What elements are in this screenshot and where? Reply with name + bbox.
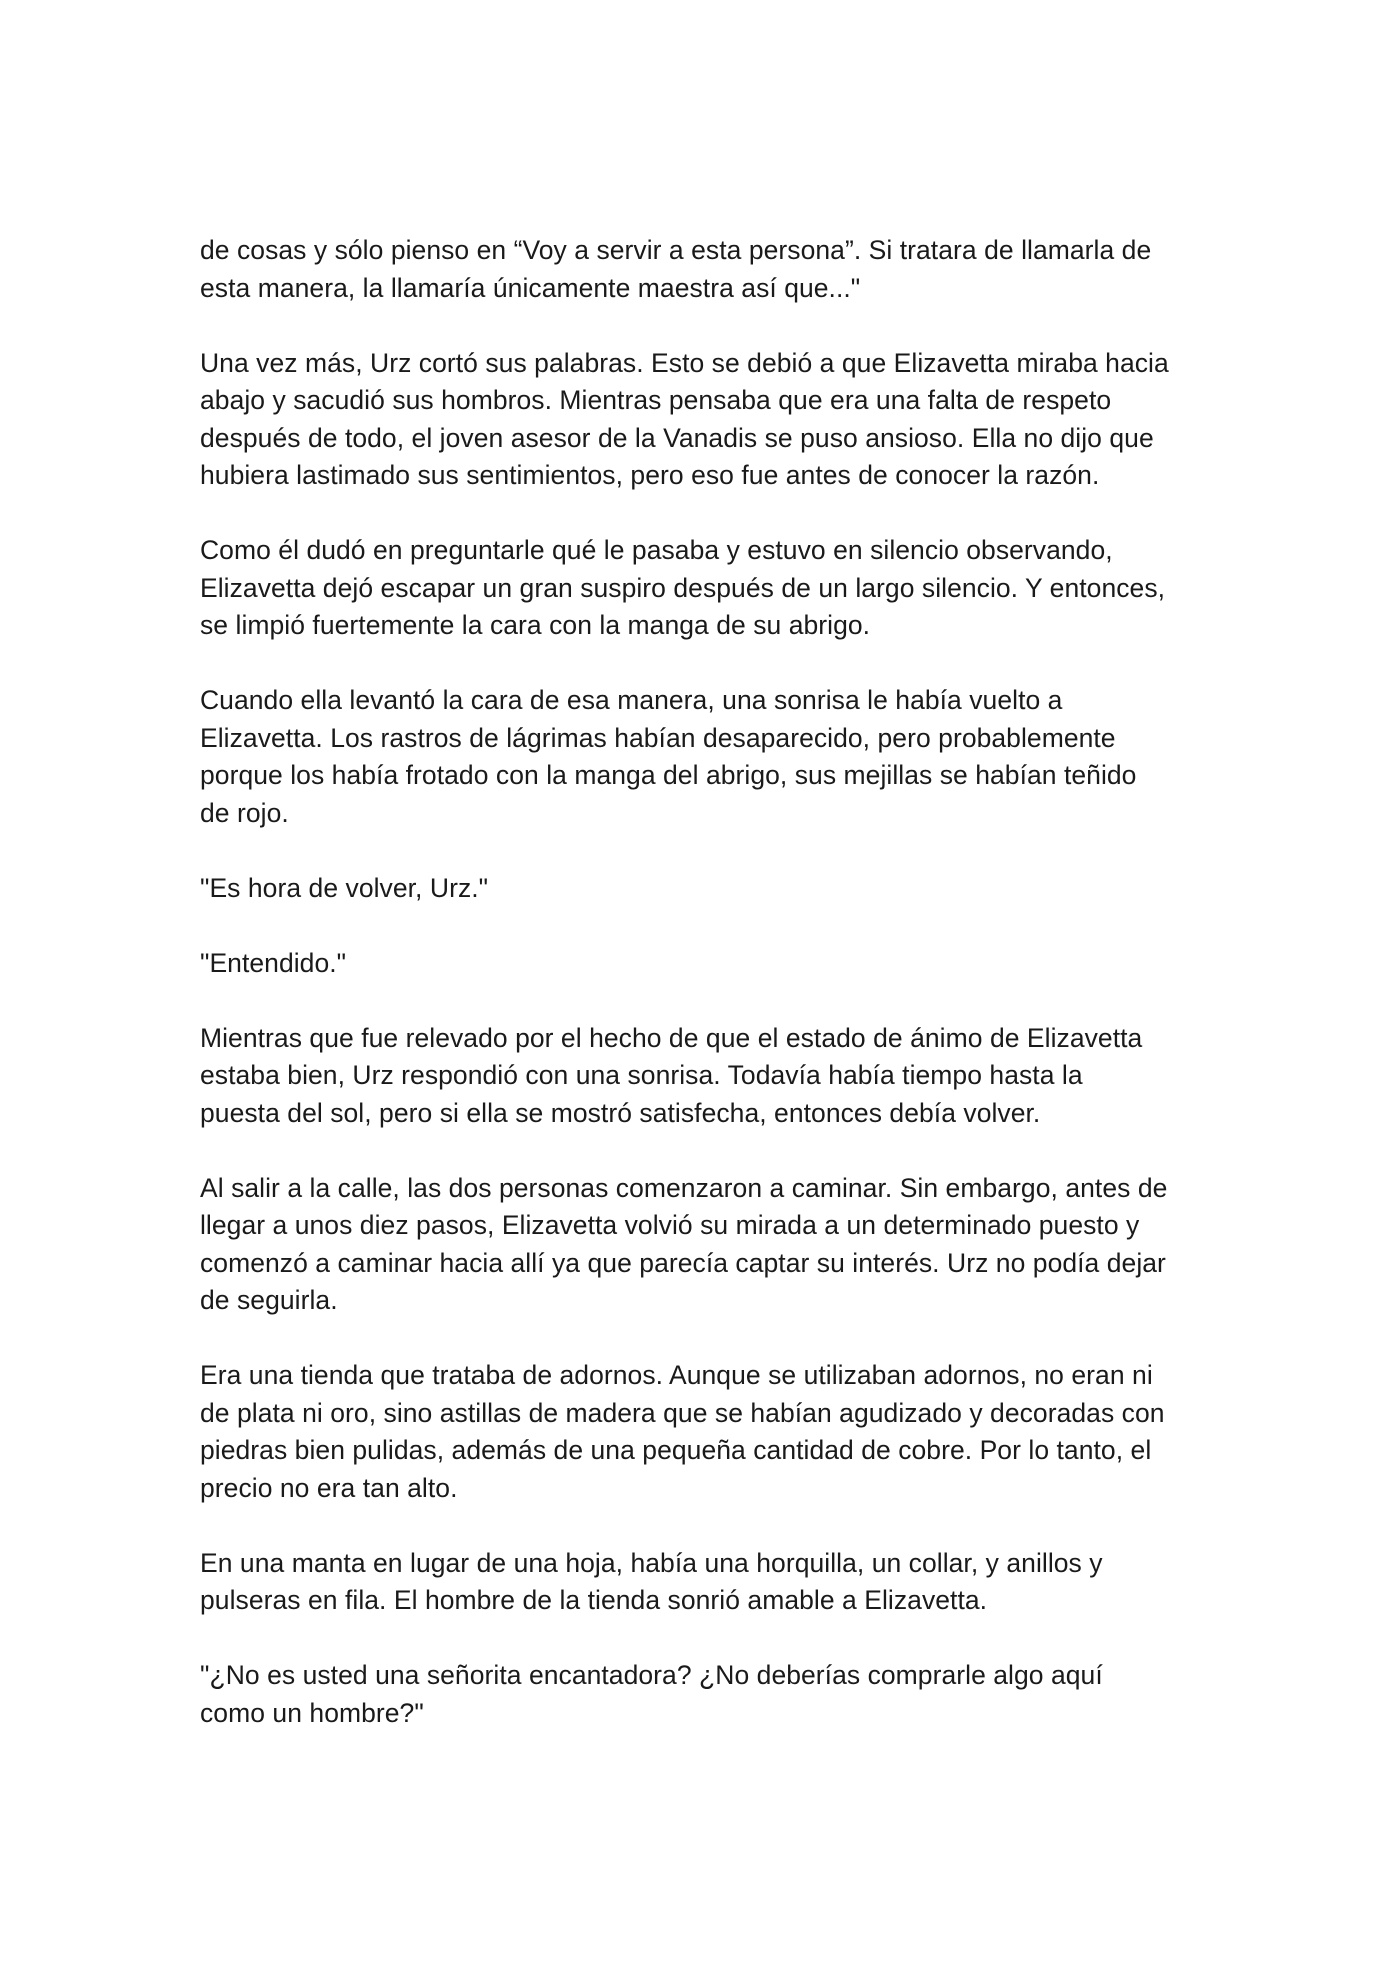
paragraph: Una vez más, Urz cortó sus palabras. Esto se debió a que Elizavetta miraba hacia abajo y sacudió sus hombros. Mientras pensaba que era una falta de respeto después de todo, el joven asesor de la Vanadis se puso ansioso. Ella no dijo que hubiera lastimado sus sentimientos, pero eso fue antes de conocer la razón. (200, 347, 1169, 490)
dialogue-line: "Entendido." (200, 947, 347, 978)
dialogue-line: "¿No es usted una señorita encantadora? ¿No deberías comprarle algo aquí como un hombre?" (200, 1660, 1103, 1728)
paragraph: Como él dudó en preguntarle qué le pasaba y estuvo en silencio observando, Elizavetta dejó escapar un gran suspiro después de un largo silencio. Y entonces, se limpió fuertemente la cara con la manga de su abrigo. (200, 535, 1166, 640)
paragraph: En una manta en lugar de una hoja, había una horquilla, un collar, y anillos y pulseras en fila. El hombre de la tienda sonrió amable a Elizavetta. (200, 1547, 1103, 1615)
dialogue-line: "Es hora de volver, Urz." (200, 872, 489, 903)
paragraph: de cosas y sólo pienso en “Voy a servir a esta persona”. Si tratara de llamarla de esta manera, la llamaría únicamente maestra así que..." (200, 235, 1152, 303)
paragraph: Al salir a la calle, las dos personas comenzaron a caminar. Sin embargo, antes de llegar a unos diez pasos, Elizavetta volvió su mirada a un determinado puesto y comenzó a caminar hacia allí ya que parecía captar su interés. Urz no podía dejar de seguirla. (200, 1172, 1168, 1315)
paragraph: Cuando ella levantó la cara de esa manera, una sonrisa le había vuelto a Elizavetta. Los rastros de lágrimas habían desaparecido, pero probablemente porque los había frotado con la manga del abrigo, sus mejillas se habían teñido de rojo. (200, 685, 1137, 828)
paragraph: Era una tienda que trataba de adornos. Aunque se utilizaban adornos, no eran ni de plata ni oro, sino astillas de madera que se habían agudizado y decoradas con piedras bien pulidas, además de una pequeña cantidad de cobre. Por lo tanto, el precio no era tan alto. (200, 1360, 1165, 1503)
document-body (200, 232, 1205, 1770)
paragraph: Mientras que fue relevado por el hecho de que el estado de ánimo de Elizavetta estaba bien, Urz respondió con una sonrisa. Todavía había tiempo hasta la puesta del sol, pero si ella se mostró satisfecha, entonces debía volver. (200, 1022, 1143, 1128)
